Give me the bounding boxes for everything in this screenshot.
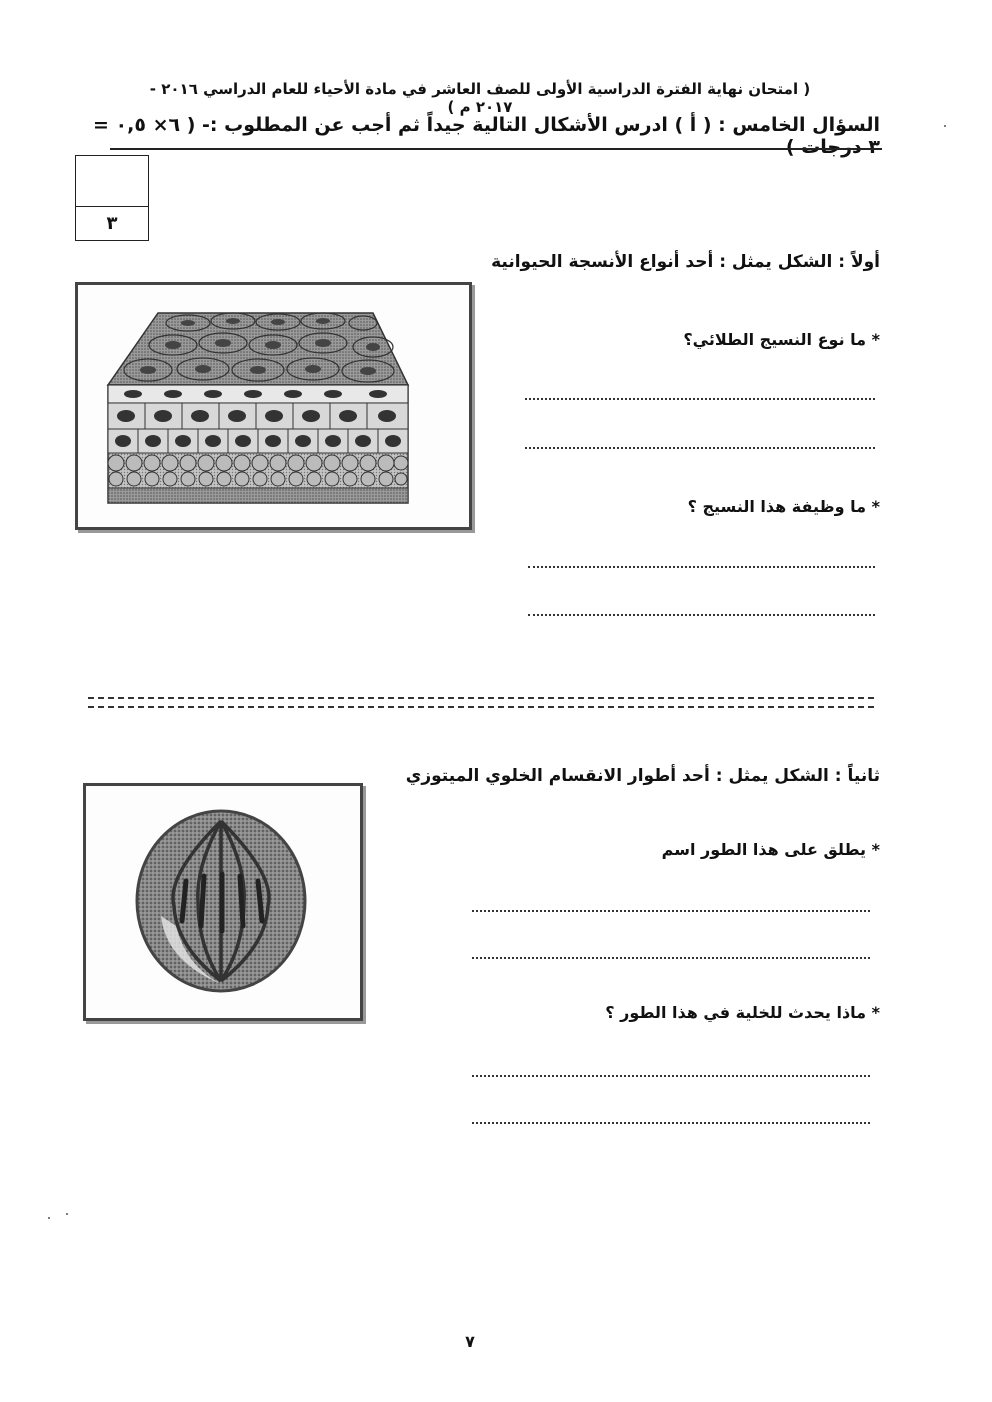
- part2-question-2: * ماذا يحدث للخلية في هذا الطور ؟: [605, 1003, 880, 1022]
- question-title: السؤال الخامس : ( أ ) ادرس الأشكال التالية جيداً ثم أجب عن المطلوب :- ( ٦× ٠,٥ = ٣ درجات ): [93, 114, 880, 158]
- part2-question-1: * يطلق على هذا الطور اسم: [661, 840, 880, 859]
- mitosis-figure: [83, 783, 363, 1021]
- metaphase-cell-illustration-icon: [86, 786, 360, 1018]
- score-box: [75, 155, 149, 241]
- answer-line[interactable]: [525, 398, 875, 400]
- part1-title: أولاً : الشكل يمثل : أحد أنواع الأنسجة الحيوانية: [491, 252, 880, 272]
- answer-line[interactable]: [472, 1122, 870, 1124]
- scan-speck: [944, 125, 946, 127]
- part1-question-2: * ما وظيفة هذا النسيج ؟: [687, 497, 880, 516]
- page-number: ٧: [465, 1332, 475, 1351]
- score-box-value: ٣: [106, 213, 118, 234]
- scan-speck: [48, 1217, 50, 1219]
- answer-line[interactable]: [525, 447, 875, 449]
- answer-line[interactable]: [528, 566, 875, 568]
- part1-question-1: * ما نوع النسيج الطلائي؟: [683, 330, 880, 349]
- score-box-empty-cell: [76, 156, 148, 207]
- scan-speck: [66, 1213, 68, 1215]
- answer-line[interactable]: [472, 957, 870, 959]
- answer-line[interactable]: [472, 1075, 870, 1077]
- stratified-epithelium-illustration-icon: [78, 285, 469, 527]
- title-underline: [110, 148, 882, 150]
- tissue-figure: [75, 282, 472, 530]
- answer-line[interactable]: [528, 614, 875, 616]
- answer-line[interactable]: [472, 910, 870, 912]
- section-separator: [88, 697, 874, 708]
- part2-title: ثانياً : الشكل يمثل : أحد أطوار الانقسام الخلوي الميتوزي: [405, 766, 880, 786]
- exam-header: ( امتحان نهاية الفترة الدراسية الأولى للصف العاشر في مادة الأحياء للعام الدراسي ٢٠١٦ - ٢٠١٧ م ): [149, 80, 811, 116]
